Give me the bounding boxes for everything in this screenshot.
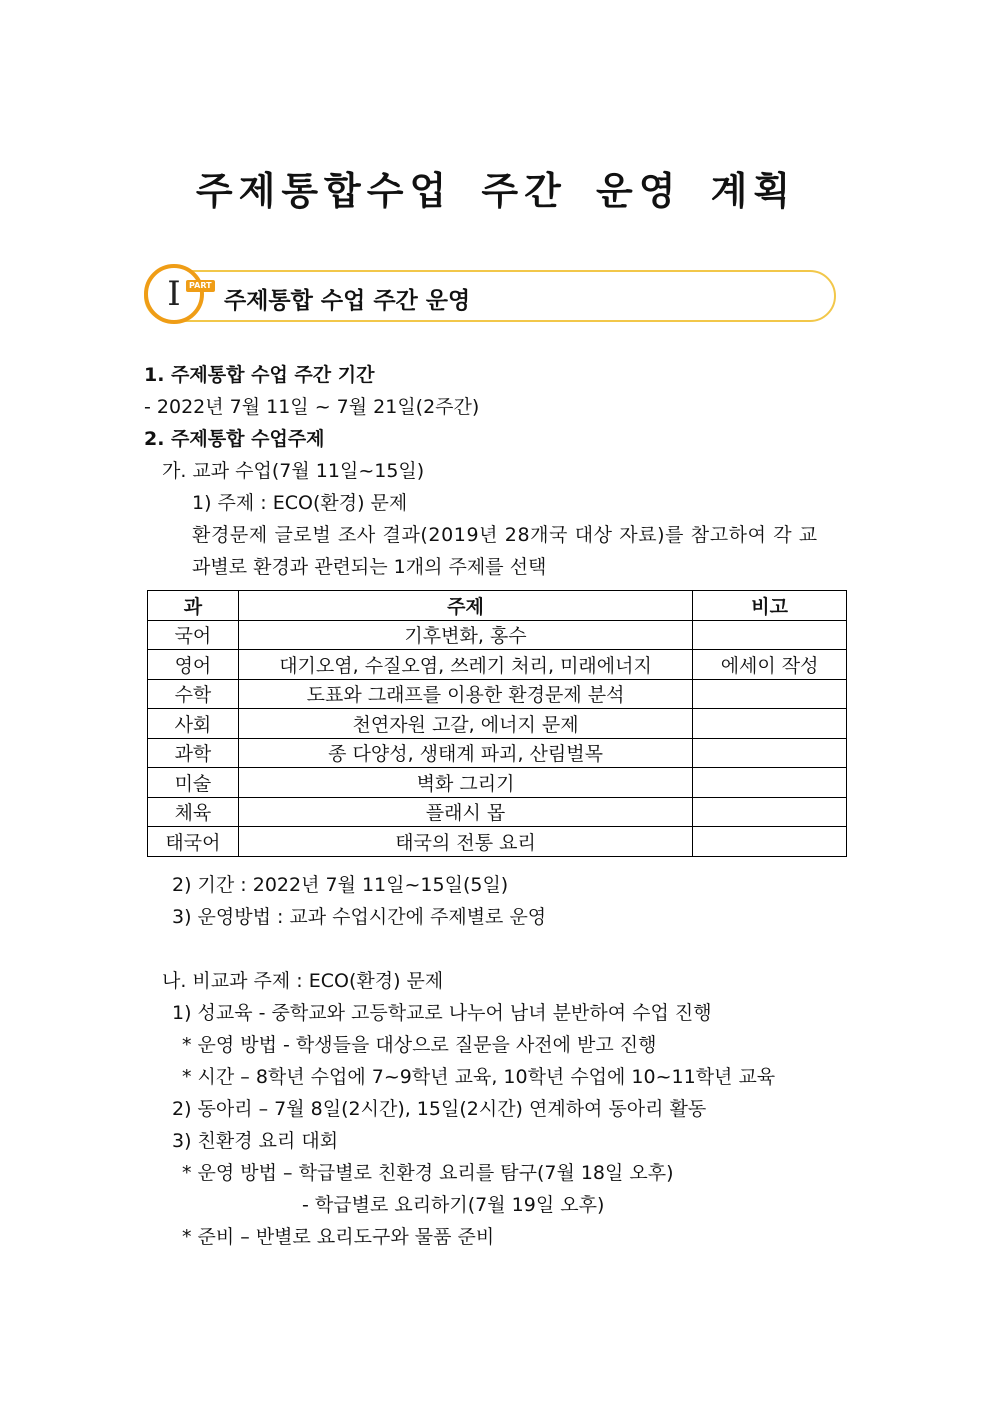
part-numeral: I — [167, 274, 181, 314]
part-number-badge — [144, 264, 204, 324]
section2-na-item3-prep: * 준비 – 반별로 요리도구와 물품 준비 — [182, 1226, 495, 1248]
cell-note — [693, 768, 847, 798]
column-header-note: 비고 — [693, 591, 847, 621]
column-header-topic: 주제 — [238, 591, 692, 621]
section2-na-item1-time: * 시간 – 8학년 수업에 7~9학년 교육, 10학년 수업에 10~11학년 교육 — [182, 1066, 776, 1088]
cell-subject: 태국어 — [148, 827, 239, 857]
part-tag: PART — [186, 280, 215, 292]
section2-heading: 2. 주제통합 수업주제 — [144, 428, 325, 450]
part-heading: 주제통합 수업 주간 운영 — [224, 288, 471, 314]
section2-na-item1-method: * 운영 방법 - 학생들을 대상으로 질문을 사전에 받고 진행 — [182, 1034, 657, 1056]
cell-subject: 체육 — [148, 797, 239, 827]
cell-note — [693, 679, 847, 709]
column-header-subject: 과 — [148, 591, 239, 621]
cell-note — [693, 738, 847, 768]
section2-ga-desc-line1: 환경문제 글로벌 조사 결과(2019년 28개국 대상 자료)를 참고하여 각 교 — [192, 524, 818, 546]
section2-na-item3-method1: * 운영 방법 – 학급별로 친환경 요리를 탐구(7월 18일 오후) — [182, 1162, 674, 1184]
cell-subject: 미술 — [148, 768, 239, 798]
cell-note: 에세이 작성 — [693, 650, 847, 680]
table-header-row — [148, 591, 847, 621]
table-row — [148, 709, 847, 739]
subject-topic-table — [147, 590, 847, 857]
cell-topic: 천연자원 고갈, 에너지 문제 — [238, 709, 692, 739]
cell-topic: 도표와 그래프를 이용한 환경문제 분석 — [238, 679, 692, 709]
cell-subject: 영어 — [148, 650, 239, 680]
cell-note — [693, 797, 847, 827]
section1-period: - 2022년 7월 11일 ~ 7월 21일(2주간) — [144, 396, 480, 418]
table-row — [148, 620, 847, 650]
cell-subject: 국어 — [148, 620, 239, 650]
section2-ga-period: 2) 기간 : 2022년 7월 11일~15일(5일) — [172, 874, 509, 896]
section2-ga-method: 3) 운영방법 : 교과 수업시간에 주제별로 운영 — [172, 906, 547, 928]
section2-na-heading: 나. 비교과 주제 : ECO(환경) 문제 — [162, 970, 444, 992]
table-row — [148, 650, 847, 680]
page-title: 주제통합수업 주간 운영 계획 — [195, 169, 797, 213]
table-row — [148, 797, 847, 827]
cell-topic: 플래시 몹 — [238, 797, 692, 827]
table-row — [148, 679, 847, 709]
table-row — [148, 768, 847, 798]
section2-ga-topic: 1) 주제 : ECO(환경) 문제 — [192, 492, 408, 514]
cell-subject: 과학 — [148, 738, 239, 768]
cell-topic: 태국의 전통 요리 — [238, 827, 692, 857]
cell-note — [693, 620, 847, 650]
table-row — [148, 738, 847, 768]
cell-subject: 사회 — [148, 709, 239, 739]
section1-heading: 1. 주제통합 수업 주간 기간 — [144, 364, 375, 386]
section2-na-item3: 3) 친환경 요리 대회 — [172, 1130, 339, 1152]
section2-na-item3-method2: - 학급별로 요리하기(7월 19일 오후) — [302, 1194, 605, 1216]
cell-topic: 벽화 그리기 — [238, 768, 692, 798]
cell-topic: 종 다양성, 생태계 파괴, 산림벌목 — [238, 738, 692, 768]
cell-note — [693, 709, 847, 739]
cell-topic: 대기오염, 수질오염, 쓰레기 처리, 미래에너지 — [238, 650, 692, 680]
section2-ga-desc-line2: 과별로 환경과 관련되는 1개의 주제를 선택 — [192, 556, 547, 578]
cell-subject: 수학 — [148, 679, 239, 709]
cell-note — [693, 827, 847, 857]
section2-na-item1: 1) 성교육 - 중학교와 고등학교로 나누어 남녀 분반하여 수업 진행 — [172, 1002, 712, 1024]
section2-ga-heading: 가. 교과 수업(7월 11일~15일) — [162, 460, 425, 482]
section2-na-item2: 2) 동아리 – 7월 8일(2시간), 15일(2시간) 연계하여 동아리 활동 — [172, 1098, 707, 1120]
table-row — [148, 827, 847, 857]
cell-topic: 기후변화, 홍수 — [238, 620, 692, 650]
